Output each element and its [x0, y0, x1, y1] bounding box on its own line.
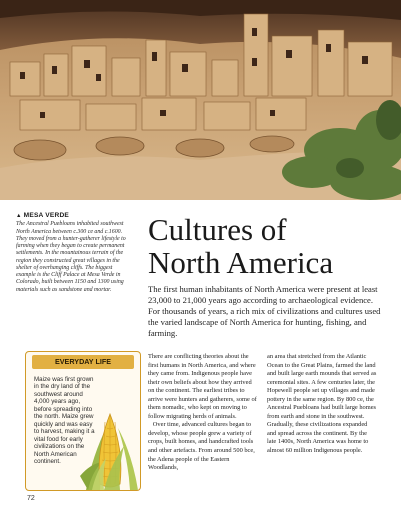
everyday-life-heading: EVERYDAY LIFE [32, 355, 134, 369]
caption-title [16, 212, 130, 220]
title-line-1: Cultures of [148, 212, 287, 247]
page-number: 72 [27, 495, 35, 502]
triangle-icon: ▲ [16, 213, 22, 219]
page-title [148, 213, 393, 279]
photo-caption [16, 212, 130, 294]
corn-icon [78, 406, 140, 490]
everyday-life-box [25, 351, 141, 491]
cliff-dwelling-photo [0, 0, 401, 200]
title-line-2: North America [148, 245, 334, 280]
intro-paragraph: The first human inhabitants of North America were present at least 23,000 to 21,000 years ago according to archaeological evidence. For thousands of years, a rich mix of civilizations and cultures used the varied landscape of North America for hunting, fishing, and farming. [148, 284, 381, 338]
caption-text: The Ancestral Puebloans inhabited southwest North America between c.300 ce and c.1600. They moved from a hunter-gatherer lifestyle to farming when they began to create permanent settlements. In the mountainous terrain of the region they constructed great villages in the shelter of overhanging cliffs. The biggest example is the Cliff Palace at Mesa Verde in Colorado, built between 1150 and 1300 using materials such as sandstone and mortar. [16, 221, 126, 293]
body-right-paragraph-1: an area that stretched from the Atlantic Ocean to the Great Plains, farmed the land and built large earth mounds that served as ceremonial sites. A few centuries later, the Hopewell people set up villages and made pottery in the same region. By 800 ce, the Ancestral Puebloans had built large homes from earth and stone in the southwest. Gradually, these civilizations expanded and spread across the continent. By the late 1400s, North America was home to almost 60 million Indigenous people. [267, 353, 377, 455]
body-column-left [148, 353, 258, 473]
body-left-paragraph-1: There are conflicting theories about the first humans in North America, and where they came from. Indigenous people have their own beliefs about how they arrived on the continent. The earliest tribes to arrive were hunters and gatherers, some of them nomadic, who kept on moving to follow migrating herds of animals. [148, 353, 257, 420]
body-column-right [267, 353, 377, 456]
cliff-dwelling-illustration [0, 0, 401, 200]
caption-title-text: MESA VERDE [23, 212, 70, 219]
body-left-paragraph-2: Over time, advanced cultures began to develop, whose people grew a variety of crops, built homes, and handcrafted tools and other artefacts. From around 500 bce, the Adena people of the Eastern Woodlands, [148, 421, 255, 472]
everyday-life-text: Maize was first grown in the dry land of the southwest around 4,000 years ago, before spreading into the north. Maize grew quickly and was easy to harvest, making it a vital food for early civilizations on the North American continent. [34, 376, 95, 465]
